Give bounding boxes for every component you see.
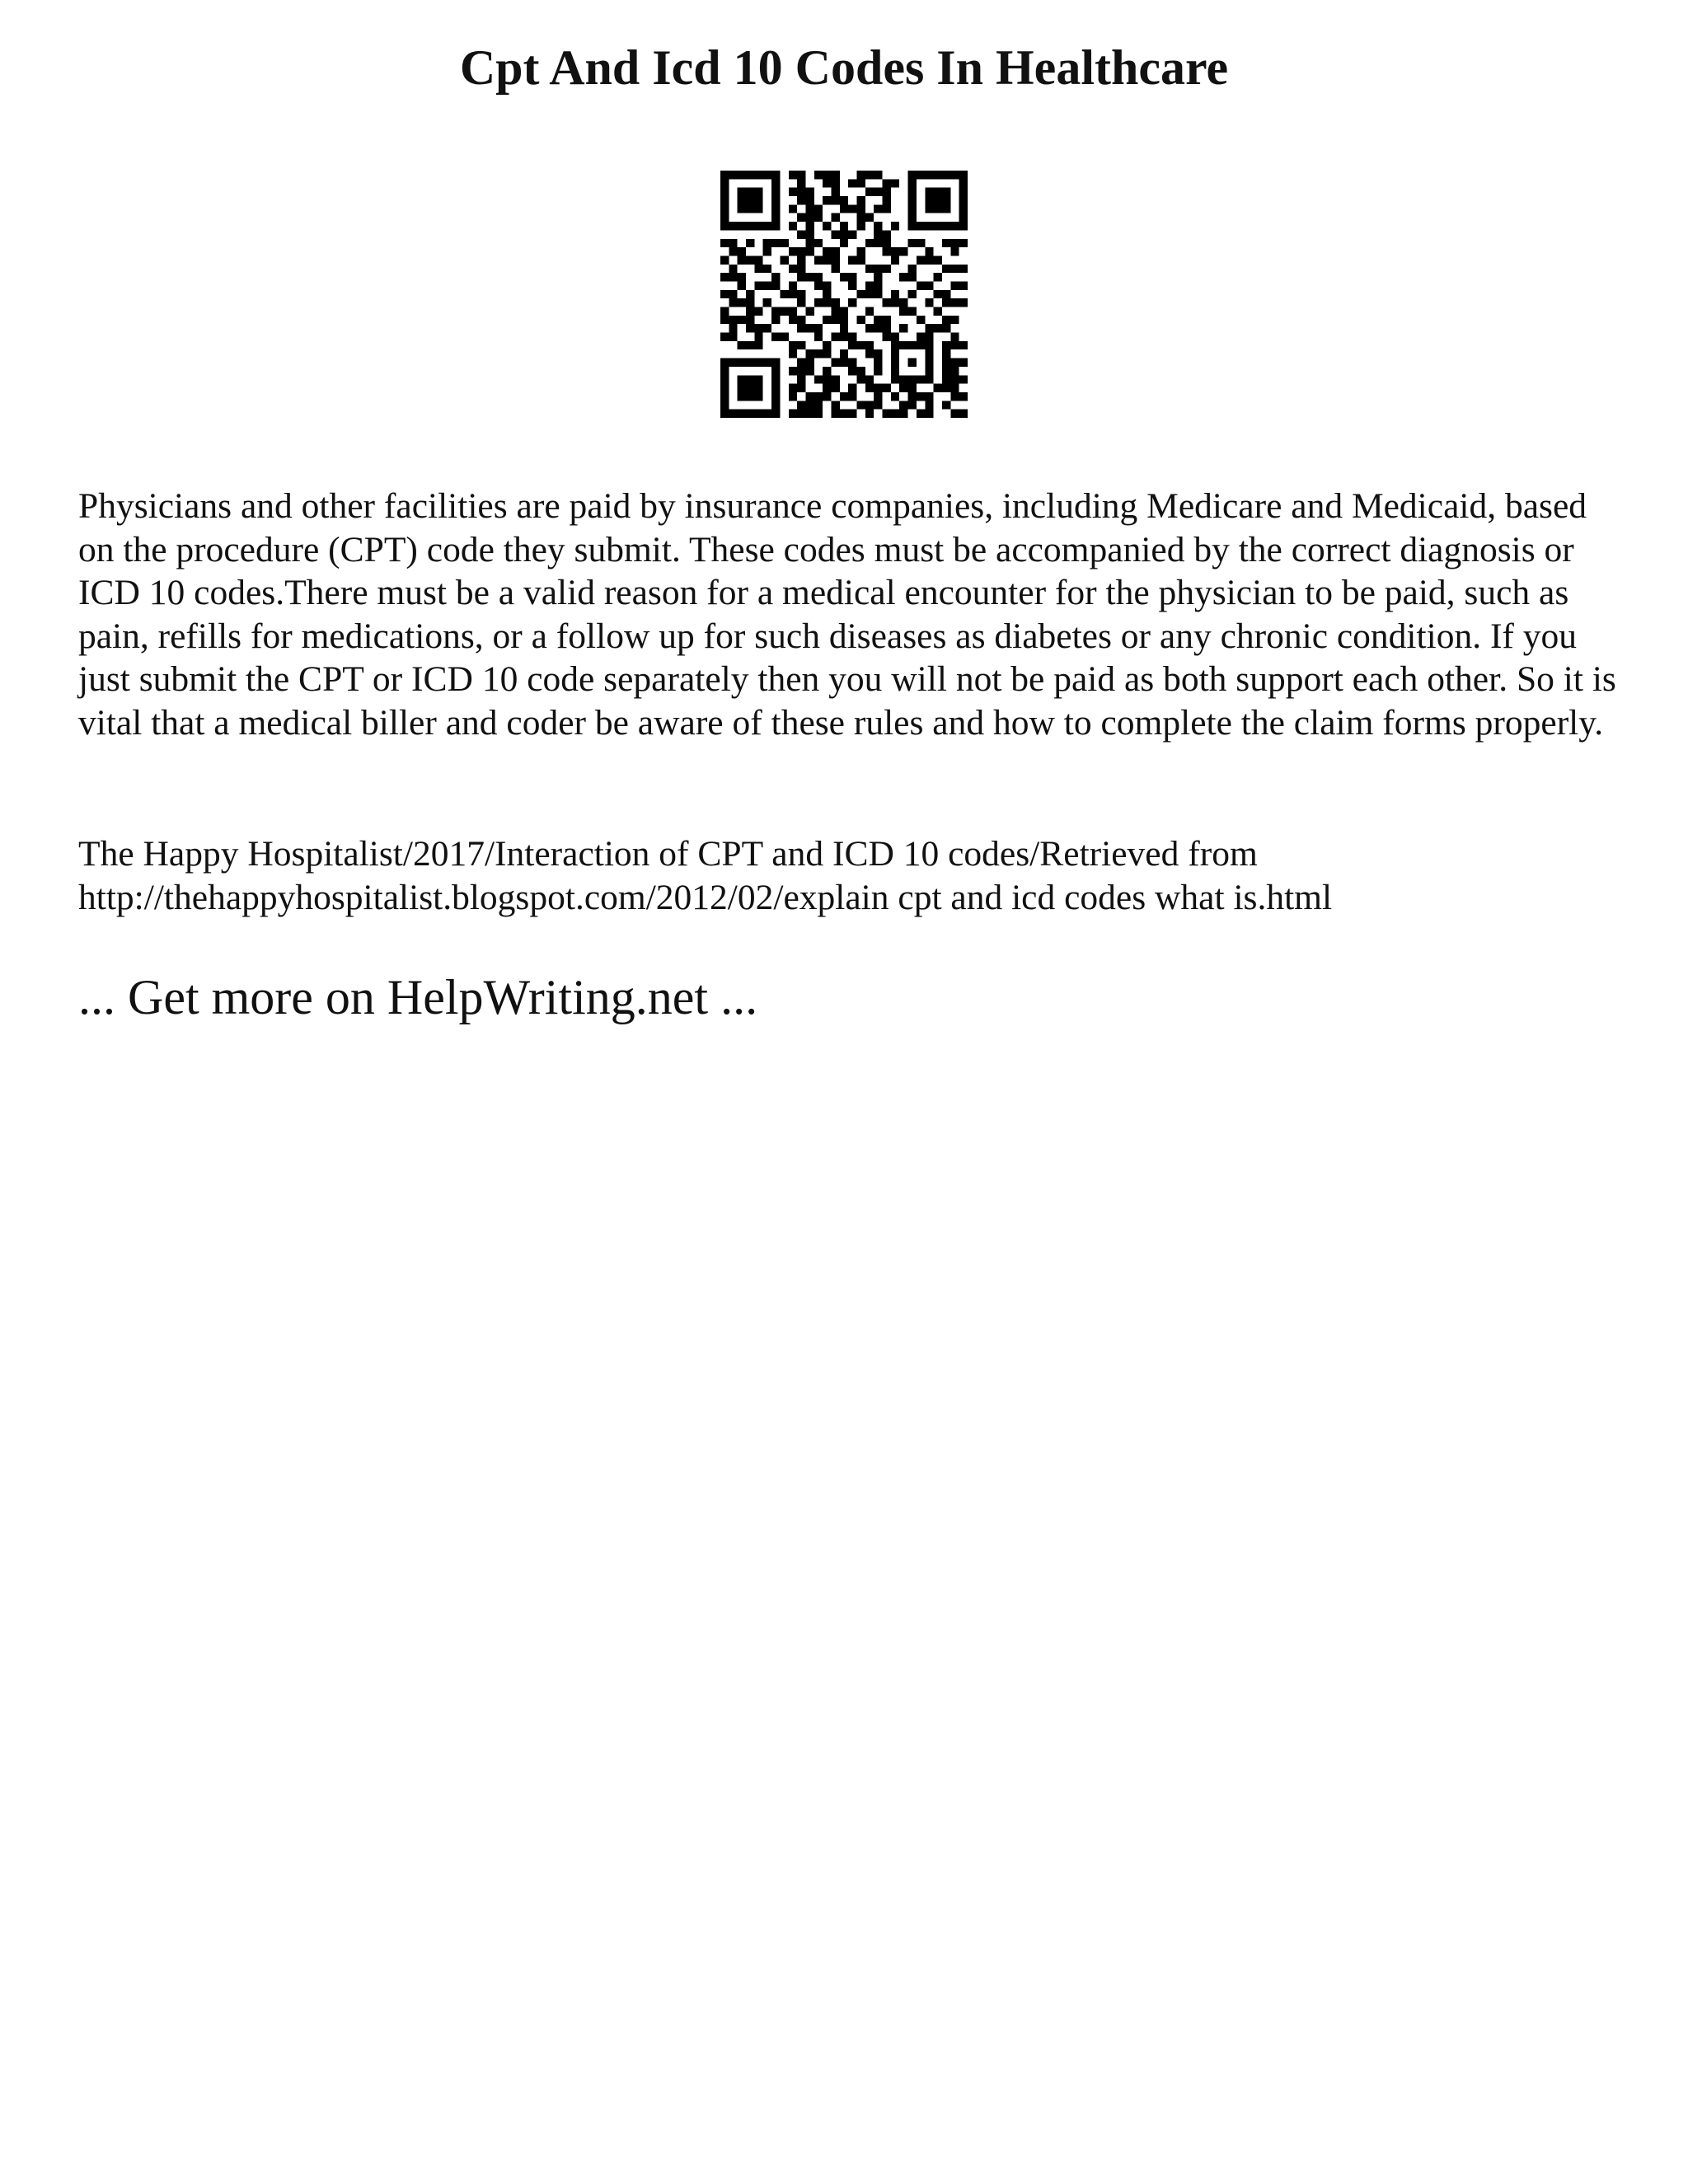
get-more-link[interactable]: ... Get more on HelpWriting.net ... (78, 970, 758, 1024)
page-title: Cpt And Icd 10 Codes In Healthcare (459, 40, 1229, 95)
qr-code-icon (720, 171, 968, 418)
citation-line-1: The Happy Hospitalist/2017/Interaction of CPT and ICD 10 codes/Retrieved from (78, 834, 1258, 874)
citation-line-2[interactable]: http://thehappyhospitalist.blogspot.com/2012/02/explain cpt and icd codes what is.html (78, 877, 1333, 917)
citation (78, 832, 1628, 919)
body-paragraph: Physicians and other facilities are paid by insurance companies, including Medicare and Medicaid, based on the procedure (CPT) code they submit. These codes must be accompanied by the correct diagnosis or ICD 10 codes.There must be a valid reason for a medical encounter for the physician to be paid, such as pain, refills for medications, or a follow up for such diseases as diabetes or any chronic condition. If you just submit the CPT or ICD 10 code separately then you will not be paid as both support each other. So it is vital that a medical biller and coder be aware of these rules and how to complete the claim forms properly. (78, 486, 1616, 743)
